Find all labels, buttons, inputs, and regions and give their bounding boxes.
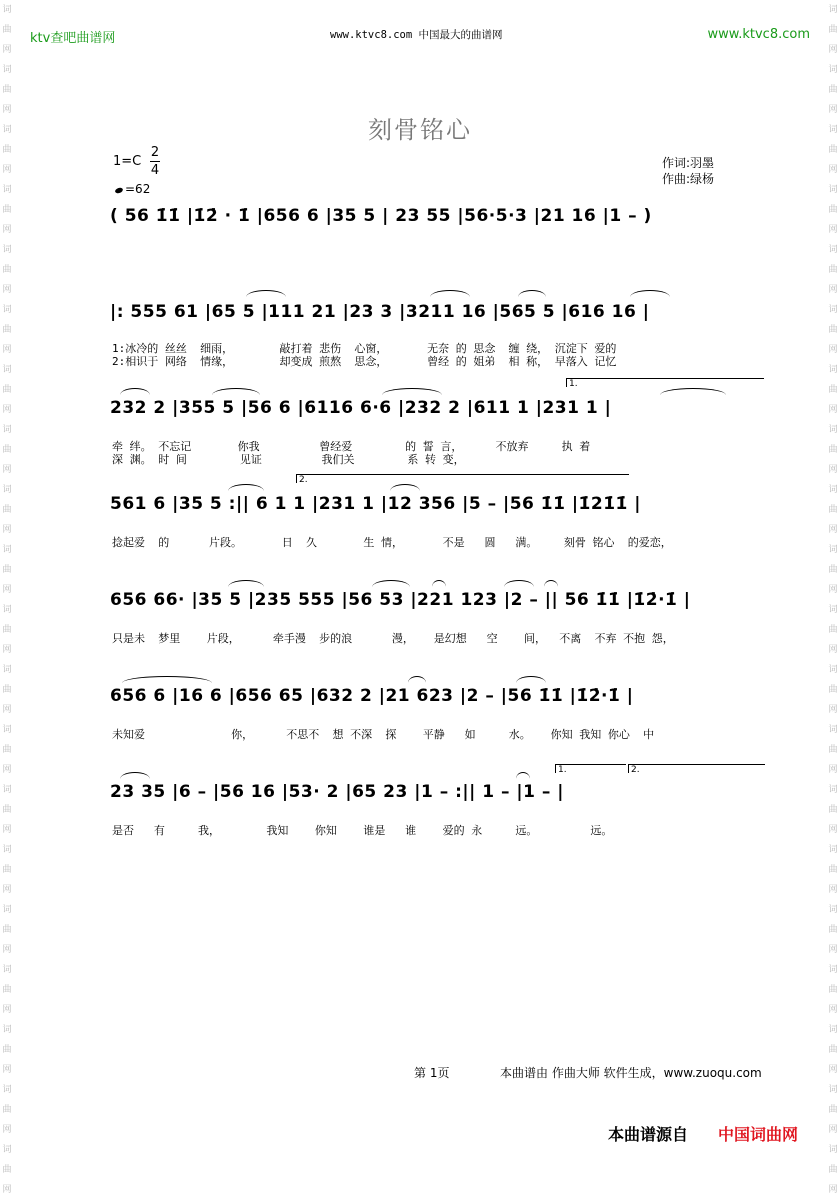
watermark-text: 词曲网 [828, 665, 838, 715]
watermark-text: 词曲网 [2, 965, 12, 1015]
slur-mark [382, 388, 442, 395]
lyric-line-1-verse-1: 1:冰冷的 丝丝 细雨， 敲打着 悲伤 心窗， 无奈 的 思念 缠 绕， 沉淀下 爱的 [112, 342, 617, 355]
watermark-text: 词曲网 [828, 905, 838, 955]
slur-mark [544, 580, 558, 587]
slur-mark [432, 580, 446, 587]
watermark-text: 词曲网 [2, 485, 12, 535]
slur-mark [518, 290, 546, 297]
watermark-text: 词曲网 [2, 1145, 12, 1195]
slur-mark [228, 580, 264, 587]
notation-row-intro: ( 56 1̇1̇ |1̇2̇ · 1̇ |656 6 |35 5 | 23 55 |56·5·3 |21 16 |1 – ) [110, 206, 652, 226]
left-watermark-strip [0, 0, 14, 1195]
watermark-text: 词曲网 [828, 785, 838, 835]
watermark-text: 词曲网 [2, 785, 12, 835]
watermark-text: 词曲网 [828, 1085, 838, 1135]
lyric-line-2-verse-1: 牵 绊。 不忘记 你我 曾经爱 的 誓 言， 不放弃 执 着 [112, 440, 591, 453]
notation-row-1: |: 555 61 |65 5 |111 21 |23 3 |3211 16 |565 5 |616 16 | [110, 302, 650, 322]
lyric-line-2-verse-2: 深 渊。 时 间 见证 我们关 系 转 变， [112, 453, 465, 466]
watermark-text: 词曲网 [828, 545, 838, 595]
notation-row-2: 232 2 |355 5 |56 6 |6116 6·6 |232 2 |611 1 |231 1 | [110, 398, 612, 418]
notation-row-3: 561 6 |35 5 :|| 6 1 1 |231 1 |12 356 |5 – |56 1̇1̇ |1̇21̇1̇ | [110, 494, 641, 514]
notation-row-4: 656 66· |35 5 |235 555 |56 53 |221 123 |2 – || 56 1̇1̇ |1̇2̇·1̇ | [110, 590, 691, 610]
watermark-text: 词曲网 [2, 425, 12, 475]
watermark-text: 词曲网 [2, 185, 12, 235]
watermark-text: 词曲网 [828, 605, 838, 655]
watermark-text: 词曲网 [828, 425, 838, 475]
ending-label: 1. [569, 379, 578, 389]
slur-mark [630, 290, 670, 297]
slur-mark [120, 772, 150, 779]
tempo-marking [115, 182, 150, 196]
lyric-line-4: 只是未 梦里 片段， 牵手漫 步的浪 漫， 是幻想 空 间， 不离 不弃 不抱 怨， [112, 632, 674, 645]
watermark-text: 词曲网 [828, 965, 838, 1015]
watermark-text: 词曲网 [2, 665, 12, 715]
watermark-text: 词曲网 [828, 185, 838, 235]
header-right-site[interactable]: www.ktvc8.com [707, 27, 810, 42]
slur-mark [408, 676, 426, 683]
right-watermark-strip [826, 0, 840, 1195]
ending-label: 1. [558, 765, 567, 775]
ending-label: 2. [631, 765, 640, 775]
half-note-icon [114, 187, 123, 194]
page-number: 第 1页 [414, 1066, 450, 1080]
lyric-line-3: 捻起爱 的 片段。 日 久 生 情， 不是 圆 满。 刻骨 铭心 的爱恋， [112, 536, 672, 549]
watermark-text: 词曲网 [2, 845, 12, 895]
song-title: 刻骨铭心 [368, 116, 472, 144]
slur-mark [120, 388, 150, 395]
watermark-text: 词曲网 [828, 305, 838, 355]
slur-mark [516, 676, 546, 683]
ending-bracket-2 [296, 474, 629, 483]
watermark-text: 词曲网 [828, 365, 838, 415]
slur-mark [228, 484, 264, 491]
watermark-text: 词曲网 [2, 725, 12, 775]
time-signature [150, 144, 160, 179]
notation-row-6: 23 35 |6 – |56 16 |53· 2 |65 23 |1 – :|| 1 – |1 – | [110, 782, 564, 802]
watermark-text: 词曲网 [828, 125, 838, 175]
slur-mark [504, 580, 534, 587]
watermark-text: 词曲网 [2, 1085, 12, 1135]
ending-bracket-1 [566, 378, 764, 387]
lyric-line-5: 未知爱 你， 不思不 想 不深 探 平静 如 水。 你知 我知 你心 中 [112, 728, 655, 741]
key-signature: 1=C [113, 154, 142, 169]
slur-mark [390, 484, 420, 491]
tempo-value: =62 [125, 182, 151, 196]
header-center-site[interactable]: www.ktvc8.com 中国最大的曲谱网 [330, 29, 503, 41]
generator-note: 本曲谱由 作曲大师 软件生成，www.zuoqu.com [500, 1066, 762, 1080]
ending-bracket-1 [555, 764, 626, 773]
watermark-text: 词曲网 [828, 65, 838, 115]
slur-mark [372, 580, 410, 587]
watermark-text: 词曲网 [828, 1145, 838, 1195]
watermark-text: 词曲网 [828, 845, 838, 895]
lyric-line-1-verse-2: 2:相识于 网络 情缘， 却变成 煎熬 思念， 曾经 的 姐弟 相 称， 早落入 记忆 [112, 355, 617, 368]
watermark-text: 词曲网 [2, 65, 12, 115]
composer-credit: 作曲:绿杨 [662, 172, 715, 186]
lyric-line-6: 是否 有 我， 我知 你知 谁是 谁 爱的 永 远。 远。 [112, 824, 613, 837]
watermark-text: 词曲网 [2, 365, 12, 415]
notation-row-5: 656 6 |16 6 |656 65 |632 2 |21 623 |2 – |56 1̇1̇ |1̇2̇·1̇ | [110, 686, 634, 706]
watermark-text: 词曲网 [828, 725, 838, 775]
watermark-text: 词曲网 [2, 305, 12, 355]
lyricist-credit: 作词:羽墨 [662, 156, 715, 170]
slur-mark [430, 290, 470, 297]
watermark-text: 词曲网 [2, 245, 12, 295]
watermark-text: 词曲网 [2, 545, 12, 595]
source-site-link[interactable]: 中国词曲网 [718, 1125, 799, 1144]
source-label: 本曲谱源自 [608, 1125, 689, 1144]
time-bottom: 4 [150, 163, 160, 178]
ending-bracket-2 [628, 764, 765, 773]
watermark-text: 词曲网 [2, 125, 12, 175]
watermark-text: 词曲网 [2, 605, 12, 655]
time-top: 2 [150, 145, 160, 160]
watermark-text: 词曲网 [2, 1025, 12, 1075]
watermark-text: 词曲网 [828, 485, 838, 535]
watermark-text: 词曲网 [828, 1025, 838, 1075]
watermark-text: 词曲网 [828, 5, 838, 55]
watermark-text: 词曲网 [2, 905, 12, 955]
ending-label: 2. [299, 475, 308, 485]
slur-mark [246, 290, 286, 297]
slur-mark [660, 388, 726, 395]
slur-mark [212, 388, 260, 395]
slur-mark [516, 772, 530, 779]
header-left-site[interactable]: ktv查吧曲谱网 [30, 31, 116, 46]
watermark-text: 词曲网 [828, 245, 838, 295]
watermark-text: 词曲网 [2, 5, 12, 55]
slur-mark [122, 676, 212, 683]
